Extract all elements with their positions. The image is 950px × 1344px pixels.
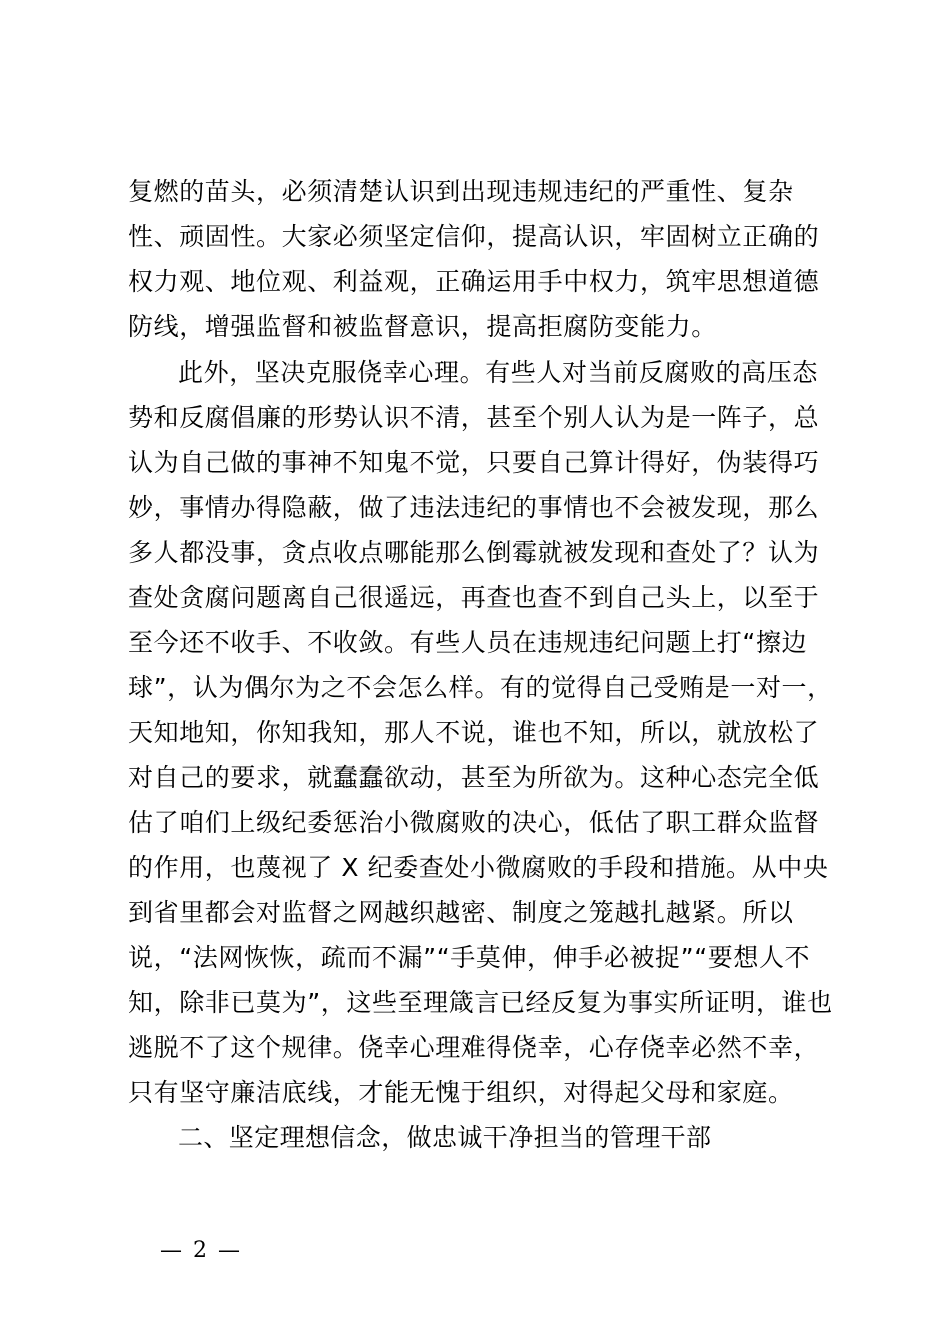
- text-line-17: 到省里都会对监督之网越织越密、制度之笼越扎越紧。所以: [128, 898, 794, 927]
- text-line-4: 防线，增强监督和被监督意识，提高拒腐防变能力。: [128, 312, 717, 341]
- text-line-7: 认为自己做的事神不知鬼不觉，只要自己算计得好，伪装得巧: [128, 448, 820, 477]
- text-line-20: 逃脱不了这个规律。侥幸心理难得侥幸，心存侥幸必然不幸，: [128, 1033, 820, 1062]
- text-line-13: 天知地知，你知我知，那人不说，谁也不知，所以，就放松了: [128, 718, 820, 747]
- text-line-6: 势和反腐倡廉的形势认识不清，甚至个别人认为是一阵子，总: [128, 403, 820, 432]
- text-line-9: 多人都没事，贪点收点哪能那么倒霉就被发现和查处了？认为: [128, 538, 820, 567]
- text-line-2: 性、顽固性。大家必须坚定信仰，提高认识，牢固树立正确的: [128, 222, 820, 251]
- text-line-16: 的作用，也蔑视了 X 纪委查处小微腐败的手段和措施。从中央: [128, 853, 829, 882]
- text-line-21: 只有坚守廉洁底线，才能无愧于组织，对得起父母和家庭。: [128, 1078, 794, 1107]
- text-line-18: 说，“法网恢恢，疏而不漏”“手莫伸，伸手必被捉”“要想人不: [128, 943, 811, 972]
- text-line-8: 妙，事情办得隐蔽，做了违法违纪的事情也不会被发现，那么: [128, 493, 820, 522]
- text-line-12: 球”，认为偶尔为之不会怎么样。有的觉得自己受贿是一对一，: [128, 673, 833, 702]
- text-line-10: 查处贪腐问题离自己很遥远，再查也查不到自己头上，以至于: [128, 583, 820, 612]
- text-line-14: 对自己的要求，就蠢蠢欲动，甚至为所欲为。这种心态完全低: [128, 763, 820, 792]
- text-line-1: 复燃的苗头，必须清楚认识到出现违规违纪的严重性、复杂: [128, 177, 794, 206]
- text-line-15: 估了咱们上级纪委惩治小微腐败的决心，低估了职工群众监督: [128, 808, 820, 837]
- section-heading: 二、坚定理想信念，做忠诚干净担当的管理干部: [178, 1123, 712, 1152]
- text-line-5: 此外，坚决克服侥幸心理。有些人对当前反腐败的高压态: [178, 358, 819, 387]
- text-line-11: 至今还不收手、不收敛。有些人员在违规违纪问题上打“擦边: [128, 628, 808, 657]
- text-line-19: 知，除非已莫为”，这些至理箴言已经反复为事实所证明，谁也: [128, 988, 833, 1017]
- page-number: — 2 —: [160, 1238, 242, 1263]
- text-line-3: 权力观、地位观、利益观，正确运用手中权力，筑牢思想道德: [128, 267, 820, 296]
